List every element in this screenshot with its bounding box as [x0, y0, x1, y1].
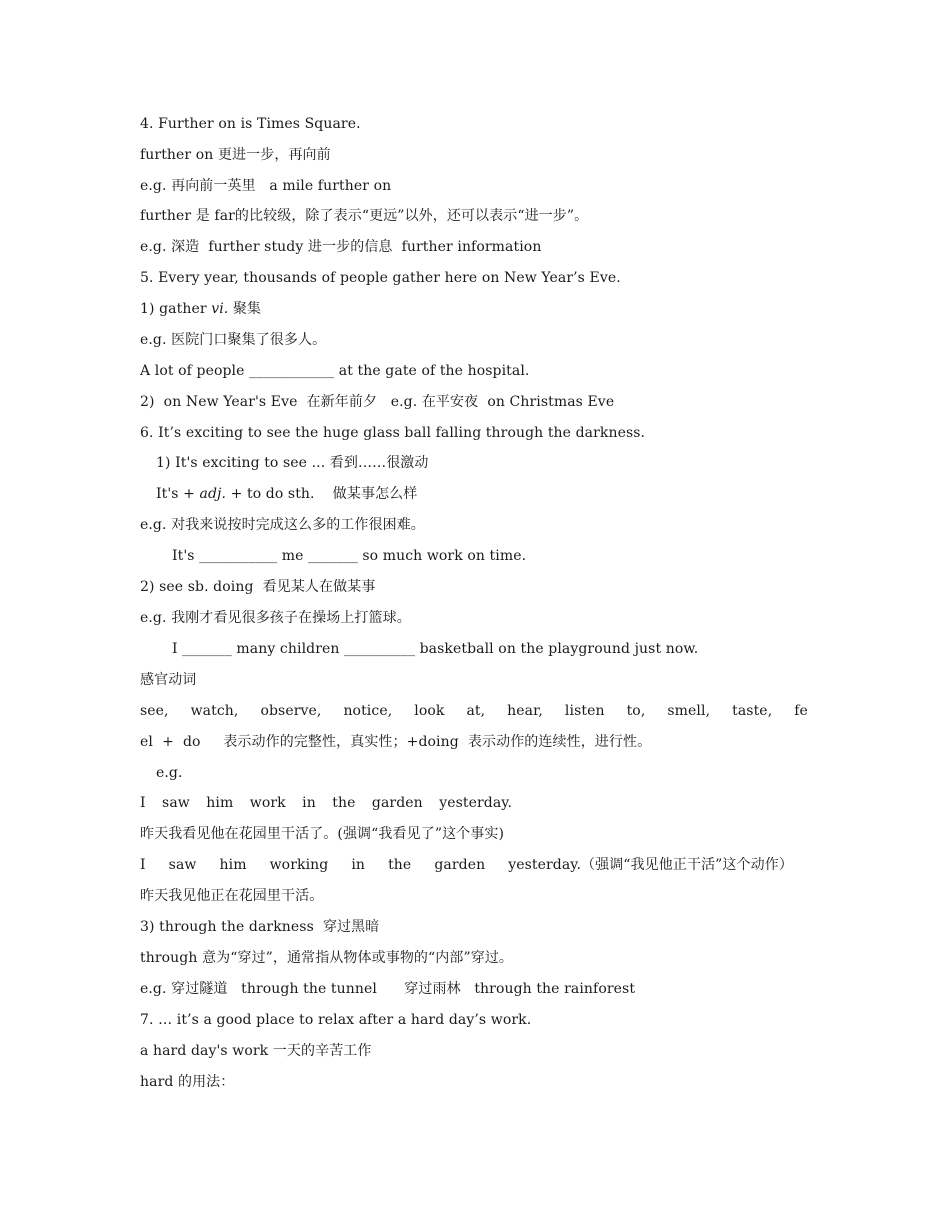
text-line: 2) on New Year's Eve 在新年前夕 e.g. 在平安夜 on Christmas Eve: [140, 394, 615, 410]
section-6-heading: 6. It’s exciting to see the huge glass ball falling through the darkness.: [140, 425, 646, 441]
text-line: 感官动词: [140, 672, 197, 688]
text-line: el + do 表示动作的完整性，真实性；+doing 表示动作的连续性，进行性。: [140, 734, 652, 750]
text-line: 昨天我看见他在花园里干活了。(强调“我看见了”这个事实): [140, 826, 505, 842]
exercise-line: A lot of people ____________ at the gate of the hospital.: [140, 363, 530, 379]
example-line: e.g. 穿过隧道 through the tunnel 穿过雨林 through the rainforest: [140, 981, 636, 997]
exercise-line: I _______ many children __________ basketball on the playground just now.: [172, 641, 699, 657]
example-line: e.g. 我刚才看见很多孩子在操场上打篮球。: [140, 610, 411, 626]
text-line: 1) It's exciting to see ... 看到……很激动: [156, 455, 429, 471]
example-line: e.g.: [156, 765, 183, 781]
text-line: a hard day's work 一天的辛苦工作: [140, 1043, 372, 1059]
text-line: 2) see sb. doing 看见某人在做某事: [140, 579, 376, 595]
text-line: I saw him working in the garden yesterday.（强调“我见他正干活”这个动作）: [140, 857, 793, 873]
text-line: through 意为“穿过”，通常指从物体或事物的“内部”穿过。: [140, 950, 514, 966]
text-line: further on 更进一步，再向前: [140, 147, 331, 163]
text-line: I saw him work in the garden yesterday.: [140, 795, 512, 811]
text-line: 昨天我见他正在花园里干活。: [140, 888, 324, 904]
section-5-heading: 5. Every year, thousands of people gather here on New Year’s Eve.: [140, 270, 621, 286]
example-line: e.g. 深造 further study 进一步的信息 further information: [140, 239, 542, 255]
text-line: further 是 far的比较级，除了表示“更远”以外，还可以表示“进一步”。: [140, 208, 589, 224]
text-line: hard 的用法：: [140, 1074, 235, 1090]
example-line: e.g. 对我来说按时完成这么多的工作很困难。: [140, 517, 425, 533]
example-line: e.g. 医院门口聚集了很多人。: [140, 332, 327, 348]
text-line: 3) through the darkness 穿过黑暗: [140, 919, 380, 935]
text-line: see, watch, observe, notice, look at, hear, listen to, smell, taste, fe: [140, 703, 808, 719]
exercise-line: It's ___________ me _______ so much work on time.: [172, 548, 527, 564]
section-7-heading: 7. … it’s a good place to relax after a hard day’s work.: [140, 1012, 532, 1028]
section-4-heading: 4. Further on is Times Square.: [140, 116, 361, 132]
text-line: 1) gather vi. 聚集: [140, 301, 262, 317]
example-line: e.g. 再向前一英里 a mile further on: [140, 178, 392, 194]
text-line: It's + adj. + to do sth. 做某事怎么样: [156, 486, 418, 502]
